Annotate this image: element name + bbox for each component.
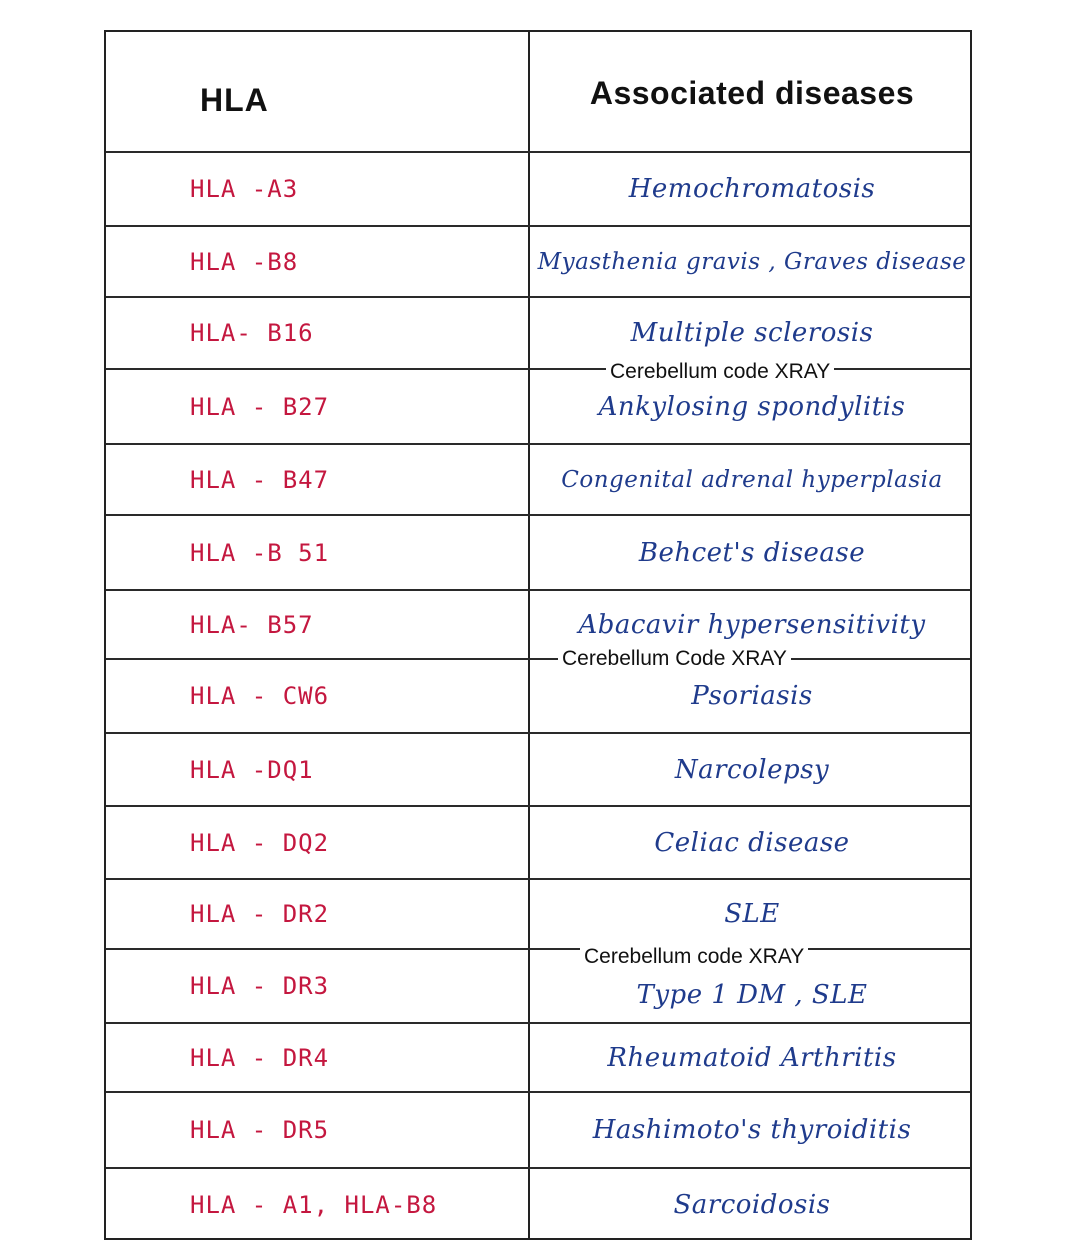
hla-cell: HLA -A3 [190,175,299,203]
hla-cell: HLA -B 51 [190,538,330,567]
disease-cell: Celiac disease [654,827,850,858]
disease-cell: Hashimoto's thyroiditis [592,1115,912,1145]
table-row [106,227,970,298]
header-associated-diseases: Associated diseases [589,75,915,111]
hla-cell: HLA - DR3 [190,972,330,1000]
table-row [106,734,970,807]
disease-cell: SLE [724,899,780,929]
hla-cell: HLA - B47 [190,465,330,494]
disease-cell: Myasthenia gravis , Graves disease [537,248,967,275]
table-row [106,660,970,734]
watermark-text: Cerebellum Code XRAY [558,647,791,671]
watermark-text: Cerebellum code XRAY [580,945,808,969]
hla-cell: HLA- B57 [190,610,314,639]
disease-cell: Abacavir hypersensitivity [578,609,926,640]
table-row [106,298,970,370]
hla-cell: HLA - B27 [190,392,330,421]
table-row [106,445,970,516]
hla-cell: HLA- B16 [190,319,314,347]
hla-cell: HLA - CW6 [190,682,330,710]
hla-cell: HLA - DR4 [190,1043,330,1072]
header-hla: HLA [200,82,269,118]
disease-cell: Behcet's disease [638,537,866,568]
disease-cell: Narcolepsy [674,754,830,785]
disease-cell: Ankylosing spondylitis [598,391,906,422]
disease-cell: Psoriasis [691,681,813,711]
disease-cell: Rheumatoid Arthritis [607,1042,897,1073]
hla-table [104,30,972,1240]
table-row [106,1093,970,1169]
hla-cell: HLA - DR5 [190,1116,330,1144]
table-row [106,370,970,445]
table-row [106,950,970,1024]
table-row [106,516,970,591]
disease-cell: Type 1 DM , SLE [636,980,868,1010]
table-row [106,1024,970,1093]
hla-cell: HLA - DQ2 [190,828,330,857]
table-row [106,880,970,950]
disease-cell: Congenital adrenal hyperplasia [561,466,943,493]
disease-cell: Hemochromatosis [628,174,876,204]
hla-cell: HLA -B8 [190,247,299,276]
table-row [106,807,970,880]
table-row [106,1169,970,1240]
table-row [106,591,970,660]
hla-cell: HLA - A1, HLA-B8 [190,1190,438,1219]
table-row [106,153,970,227]
disease-cell: Multiple sclerosis [630,318,874,348]
disease-cell: Sarcoidosis [673,1189,831,1220]
hla-cell: HLA - DR2 [190,900,330,928]
watermark-text: Cerebellum code XRAY [606,360,834,384]
hla-cell: HLA -DQ1 [190,755,314,784]
table-header [106,32,970,153]
